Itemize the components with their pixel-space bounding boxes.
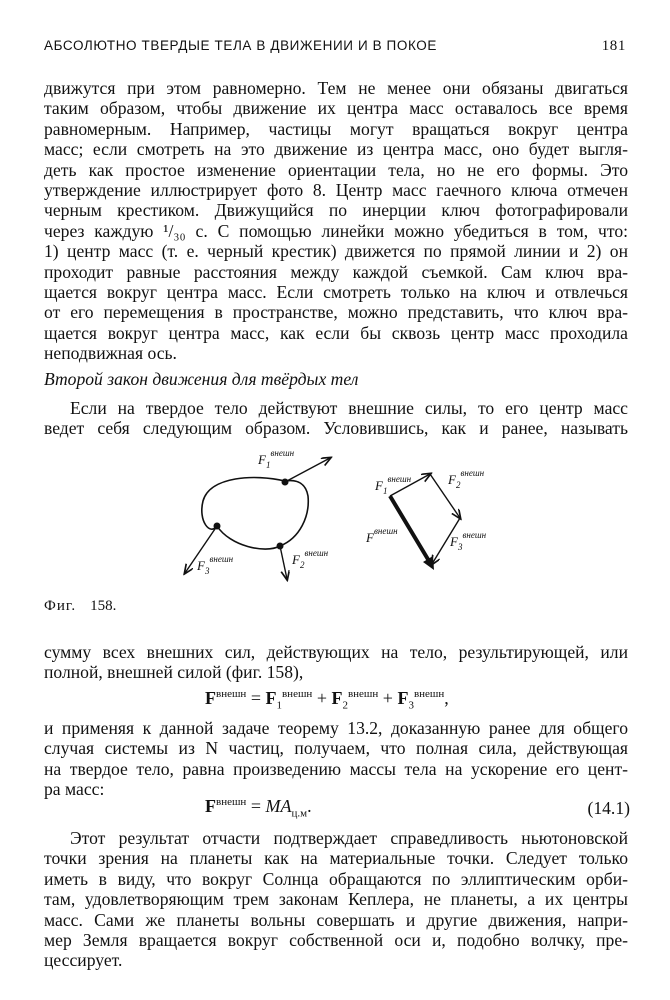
force-arrow-1 [285, 458, 330, 482]
text-line: там, удовлетворяющим трем законам Кеплера, не планеты, а их центры [44, 889, 628, 910]
text-line: ра масс: [44, 779, 105, 800]
text-line: таким образом, чтобы движение их центра масс оставалось все время [44, 98, 628, 119]
text-line: Если на твердое тело действуют внешние силы, то его центр масс [70, 398, 628, 418]
paragraph-3 [44, 642, 628, 683]
label-f2-sum: $F_2^{внешн}$ [448, 468, 485, 490]
text-line: черным крестиком. Движущийся по инерции ключ фотографировали [44, 200, 628, 221]
text-line: и применяя к данной задаче теорему 13.2, доказанную ранее для общего [44, 718, 628, 738]
caption-number: 158. [90, 598, 117, 614]
running-title: АБСОЛЮТНО ТВЕРДЫЕ ТЕЛА В ДВИЖЕНИИ И В ПОКОЕ [44, 38, 437, 53]
text-line: мер Земля вращается вокруг собственной оси и, подобно волчку, пре- [44, 930, 628, 951]
text-line: ведет себя следующим образом. Условившись, как и ранее, называть [44, 418, 628, 439]
text-line: деть как простое изменение ориентации тела, но не его формы. Это [44, 159, 628, 180]
text-line: иметь в виду, что вокруг Солнца обращаются по эллиптическим орби- [44, 868, 628, 889]
text-line: Этот результат отчасти подтверждает справедливость ньютоновской [70, 828, 628, 848]
label-f1-sum: $F_1^{внешн}$ [375, 474, 412, 496]
force-diagram-figure [170, 446, 510, 586]
text-line: от его перемещения в пространстве, можно представить, что ключ вра- [44, 302, 628, 323]
text-line: случая системы из N частиц, получаем, что полная сила, действующая [44, 738, 628, 759]
label-f3-body: $F_3^{внешн}$ [197, 554, 234, 576]
text-line: полной, внешней силой (фиг. 158), [44, 662, 304, 683]
text-line: через каждую ¹/₃₀ с. С помощью линейки можно убедиться в том, что: [44, 220, 628, 241]
text-line: утверждение иллюстрирует фото 8. Центр масс гаечного ключа отмечен [44, 180, 628, 201]
equation-14-1: $F^{внешн} = MA_{ц.м}$. [205, 796, 312, 820]
page-number: 181 [601, 38, 626, 54]
page-header [44, 38, 626, 60]
section-title: Второй закон движения для твёрдых тел [44, 369, 359, 389]
rigid-body-outline [202, 478, 308, 550]
paragraph-5 [44, 828, 628, 971]
text-line: цессирует. [44, 950, 123, 971]
label-f1-body: $F_1^{внешн}$ [258, 448, 295, 470]
text-line: щается вокруг центра масс, как если бы сквозь центр масс проходила [44, 322, 628, 343]
text-line: на твердое тело, равна произведению массы тела на ускорение его цент- [44, 758, 628, 779]
text-line: проходит равные расстояния между каждой съемкой. Сам ключ вра- [44, 261, 628, 282]
equation-total-force: $F^{внешн} = F_1^{внешн} + F_2^{внешн} + F_3^{внешн}$, [205, 688, 449, 712]
paragraph-4 [44, 718, 628, 800]
label-f2-body: $F_2^{внешн}$ [292, 548, 329, 570]
label-f3-sum: $F_3^{внешн}$ [450, 530, 487, 552]
text-line: масс; если смотреть на это движение из центра масс, оно будет выгля- [44, 139, 628, 160]
text-line: движутся при этом равномерно. Тем не менее они обязаны двигаться [44, 78, 628, 98]
force-arrow-2 [280, 546, 287, 579]
paragraph-2 [44, 398, 628, 439]
paragraph-1 [44, 78, 628, 364]
text-line: точки зрения на планеты как на материальные точки. Следует только [44, 848, 628, 869]
text-line: 1) центр масс (т. е. черный крестик) движется по прямой линии и 2) он [44, 241, 628, 262]
text-line: сумму всех внешних сил, действующих на тело, результирующей, или [44, 642, 628, 662]
text-line: щается вокруг центра масс. Если смотреть только на ключ и отвлечься [44, 282, 628, 303]
label-f-resultant: $F^{внешн}$ [366, 526, 398, 545]
text-line: масс. Сами же планеты вольны совершать и другие движения, напри- [44, 909, 628, 930]
figure-caption [44, 598, 116, 615]
equation-number: (14.1) [587, 798, 630, 818]
caption-label: Фиг. [44, 598, 77, 614]
text-line: неподвижная ось. [44, 343, 177, 364]
text-line: равномерным. Например, частицы могут вращаться вокруг центра [44, 118, 628, 139]
